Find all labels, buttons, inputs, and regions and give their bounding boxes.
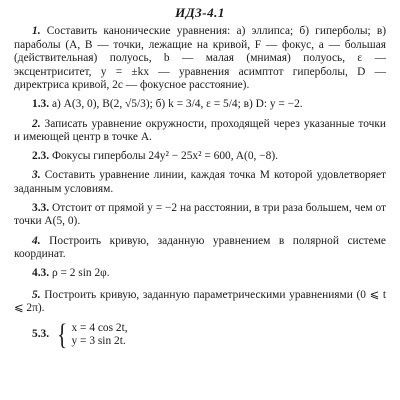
task-5-number: 5.: [32, 288, 41, 301]
task-1: [14, 25, 386, 93]
subtask-1-3-text: а) A(3, 0), B(2, √5/3); б) k = 3/4, ε = 5/4; в) D: y = −2.: [51, 97, 303, 110]
subtask-5-3: [14, 318, 386, 352]
subtask-2-3-number: 2.3.: [32, 149, 50, 162]
task-5-text: Построить кривую, заданную параметрическими уравнениями (0 ⩽ t ⩽ 2π).: [14, 288, 386, 315]
task-1-text: Составить канонические уравнения: а) эллипса; б) гиперболы; в) параболы (A, B — точки, лежащие на кривой, F — фокус, a — большая (действительная) полуось, b — малая (мнимая) полуось, ε — эксцентриситет, y = ±kx — уравнения асимптот гиперболы, D — директриса кривой, 2c — фокусное расстояние).: [14, 25, 386, 92]
subtask-2-3: [14, 150, 386, 164]
subtask-4-3-text: ρ = 2 sin 2φ.: [51, 266, 110, 279]
task-4-number: 4.: [32, 234, 41, 247]
equation-y: y = 3 sin 2t.: [71, 335, 126, 348]
task-3-number: 3.: [32, 169, 41, 182]
subtask-1-3: [14, 98, 386, 112]
task-4-text: Построить кривую, заданную уравнением в полярной системе координат.: [14, 234, 386, 261]
equation-x: x = 4 cos 2t,: [71, 321, 128, 334]
page-title: ИДЗ-4.1: [175, 5, 225, 20]
task-1-number: 1.: [32, 25, 41, 37]
parametric-equations: [72, 322, 128, 349]
subtask-4-3: [14, 267, 386, 281]
subtask-3-3-text: Отстоит от прямой y = −2 на расстоянии, в три раза большем, чем от точки A(5, 0).: [14, 201, 386, 228]
subtask-1-3-number: 1.3.: [32, 97, 50, 110]
task-3-text: Составить уравнение линии, каждая точка M которой удовлетворяет заданным условиям.: [14, 169, 386, 195]
task-3: [14, 169, 386, 196]
task-2: [14, 118, 386, 145]
task-4: [14, 235, 386, 262]
subtask-3-3-number: 3.3.: [32, 201, 50, 214]
task-2-text: Записать уравнение окружности, проходящей через указанные точки и имеющей центр в точке A.: [14, 117, 386, 144]
task-2-number: 2.: [32, 117, 41, 130]
task-5: [14, 289, 386, 316]
subtask-5-3-number: 5.3.: [32, 328, 50, 341]
subtask-3-3: [14, 202, 386, 229]
subtask-2-3-text: Фокусы гиперболы 24y² − 25x² = 600, A(0, −8).: [51, 149, 278, 162]
system-brace: {: [57, 318, 68, 352]
subtask-4-3-number: 4.3.: [32, 266, 50, 279]
